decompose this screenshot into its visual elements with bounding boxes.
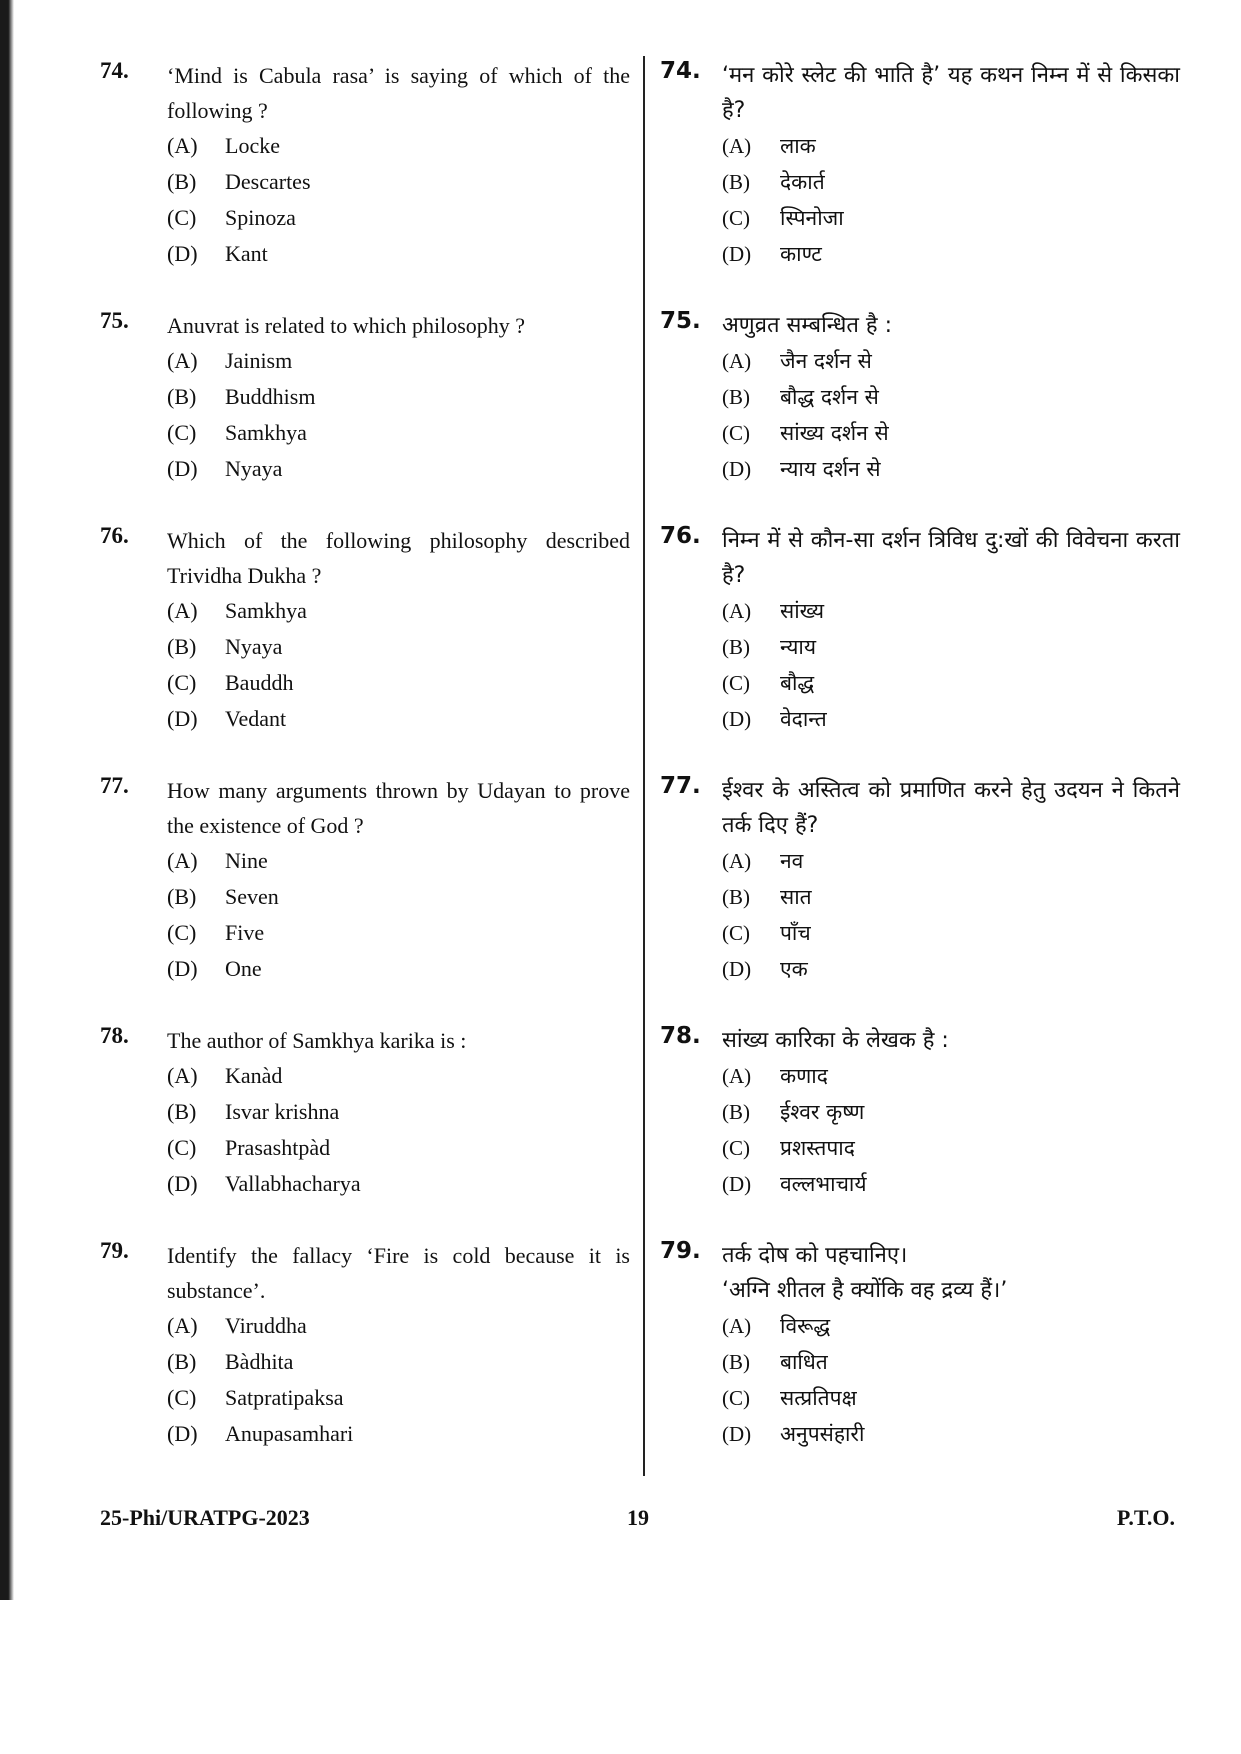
question-text: ईश्वर के अस्तित्व को प्रमाणित करने हेतु उदयन ने कितने तर्क दिए हैं?: [722, 778, 1180, 838]
pto-label: P.T.O.: [1116, 1505, 1175, 1530]
question-number: 78.: [660, 1023, 701, 1049]
question-77: [660, 773, 1180, 987]
options-list: [722, 1308, 1180, 1452]
option-text: Descartes: [225, 169, 311, 194]
question-76: [100, 523, 630, 737]
option-item: [167, 451, 630, 487]
question-text: तर्क दोष को पहचानिए। ‘अग्नि शीतल है क्योंकि वह द्रव्य हैं।’: [722, 1243, 1008, 1303]
option-item: [167, 128, 630, 164]
option-label: (B): [167, 384, 197, 409]
option-item: [167, 915, 630, 951]
question-number: 77.: [660, 773, 701, 799]
question-79: [100, 1238, 630, 1452]
option-text: Five: [225, 920, 265, 945]
option-text: Nine: [225, 848, 268, 873]
option-item: [167, 200, 630, 236]
option-label: (B): [722, 170, 750, 194]
options-list: [167, 1308, 630, 1452]
question-74: [660, 58, 1180, 272]
option-text: Kant: [225, 241, 268, 266]
option-item: [167, 343, 630, 379]
option-text: काण्ट: [780, 242, 822, 266]
option-label: (C): [722, 206, 750, 230]
option-label: (B): [722, 885, 750, 909]
question-text: ‘Mind is Cabula rasa’ is saying of which of the following ?: [167, 63, 630, 123]
question-number: 79.: [100, 1238, 129, 1263]
option-text: देकार्त: [780, 170, 825, 194]
question-text: सांख्य कारिका के लेखक है :: [722, 1028, 949, 1053]
option-label: (D): [722, 707, 752, 731]
option-text: सत्प्रतिपक्ष: [780, 1386, 857, 1410]
question-text: ‘मन कोरे स्लेट की भाति है’ यह कथन निम्न में से किसका है?: [722, 63, 1180, 123]
option-label: (B): [722, 385, 750, 409]
option-label: (B): [167, 1349, 197, 1374]
option-label: (A): [722, 849, 752, 873]
option-text: Nyaya: [225, 456, 283, 481]
option-text: सात: [780, 885, 812, 909]
option-item: [167, 951, 630, 987]
option-label: (D): [167, 241, 198, 266]
option-label: (A): [167, 1063, 198, 1088]
option-label: (B): [722, 1100, 750, 1124]
options-list: [167, 593, 630, 737]
option-text: सांख्य दर्शन से: [780, 421, 889, 445]
option-item: [722, 1416, 1180, 1452]
option-text: सांख्य: [780, 599, 825, 623]
option-label: (D): [167, 456, 198, 481]
option-text: नव: [780, 849, 804, 873]
option-label: (B): [167, 884, 197, 909]
question-text: Which of the following philosophy described Trividha Dukha ?: [167, 528, 630, 588]
options-list: [722, 1058, 1180, 1202]
option-item: [722, 915, 1180, 951]
option-item: [722, 451, 1180, 487]
question-75: [100, 308, 630, 487]
question-number: 79.: [660, 1238, 701, 1264]
options-list: [722, 128, 1180, 272]
option-item: [167, 593, 630, 629]
option-item: [722, 200, 1180, 236]
option-text: Prasashtpàd: [225, 1135, 331, 1160]
page-number: 19: [627, 1505, 649, 1530]
option-item: [722, 1130, 1180, 1166]
option-label: (C): [722, 671, 750, 695]
option-item: [722, 128, 1180, 164]
option-text: Bàdhita: [225, 1349, 294, 1374]
paper-code: 25-Phi/URATPG-2023: [100, 1505, 310, 1530]
option-item: [167, 1058, 630, 1094]
option-item: [722, 843, 1180, 879]
option-label: (A): [722, 1064, 752, 1088]
option-text: पाँच: [780, 921, 811, 945]
option-text: Samkhya: [225, 420, 307, 445]
question-number: 75.: [660, 308, 701, 334]
options-list: [167, 343, 630, 487]
option-label: (D): [722, 1172, 752, 1196]
option-label: (D): [722, 957, 752, 981]
option-label: (A): [167, 598, 198, 623]
option-text: Vedant: [225, 706, 287, 731]
option-text: Spinoza: [225, 205, 296, 230]
question-text: निम्न में से कौन-सा दर्शन त्रिविध दु:खों की विवेचना करता है?: [722, 528, 1180, 588]
option-item: [167, 164, 630, 200]
option-text: वल्लभाचार्य: [780, 1172, 867, 1196]
question-number: 76.: [100, 523, 129, 548]
option-item: [167, 665, 630, 701]
option-text: जैन दर्शन से: [780, 349, 872, 373]
question-79: [660, 1238, 1180, 1452]
option-text: Vallabhacharya: [225, 1171, 361, 1196]
option-item: [167, 843, 630, 879]
question-number: 77.: [100, 773, 129, 798]
option-label: (C): [167, 670, 197, 695]
option-label: (C): [722, 1386, 750, 1410]
option-item: [722, 593, 1180, 629]
option-item: [167, 879, 630, 915]
option-text: One: [225, 956, 262, 981]
option-text: बौद्ध दर्शन से: [780, 385, 879, 409]
options-list: [722, 343, 1180, 487]
option-item: [722, 164, 1180, 200]
option-item: [722, 1380, 1180, 1416]
option-text: Samkhya: [225, 598, 307, 623]
option-item: [722, 415, 1180, 451]
option-item: [722, 665, 1180, 701]
option-label: (A): [167, 1313, 198, 1338]
option-item: [722, 701, 1180, 737]
option-text: विरूद्ध: [780, 1314, 831, 1338]
question-number: 74.: [660, 58, 701, 84]
option-text: Seven: [225, 884, 279, 909]
option-label: (C): [722, 921, 750, 945]
question-text: Identify the fallacy ‘Fire is cold because it is substance’.: [167, 1243, 630, 1303]
option-text: Nyaya: [225, 634, 283, 659]
option-text: वेदान्त: [780, 707, 827, 731]
option-text: बौद्ध: [780, 671, 815, 695]
option-text: Buddhism: [225, 384, 316, 409]
option-item: [167, 1416, 630, 1452]
options-list: [167, 843, 630, 987]
option-text: Viruddha: [225, 1313, 307, 1338]
option-text: स्पिनोजा: [780, 206, 844, 230]
question-78: [100, 1023, 630, 1202]
option-item: [722, 951, 1180, 987]
option-label: (C): [167, 205, 197, 230]
option-label: (D): [167, 1421, 198, 1446]
option-label: (C): [167, 1385, 197, 1410]
option-text: लाक: [780, 134, 816, 158]
option-label: (A): [167, 133, 198, 158]
option-item: [167, 415, 630, 451]
option-text: एक: [780, 957, 808, 981]
option-label: (A): [722, 1314, 752, 1338]
question-78: [660, 1023, 1180, 1202]
option-label: (C): [167, 920, 197, 945]
option-text: Anupasamhari: [225, 1421, 354, 1446]
option-item: [167, 1166, 630, 1202]
options-list: [722, 843, 1180, 987]
option-text: Jainism: [225, 348, 293, 373]
option-text: Satpratipaksa: [225, 1385, 344, 1410]
option-label: (A): [167, 348, 198, 373]
question-77: [100, 773, 630, 987]
scan-edge-shadow: [0, 0, 14, 1600]
option-label: (A): [722, 349, 752, 373]
question-number: 75.: [100, 308, 129, 333]
option-text: Bauddh: [225, 670, 294, 695]
column-divider: [643, 56, 645, 1476]
option-text: कणाद: [780, 1064, 828, 1088]
options-list: [167, 128, 630, 272]
option-item: [167, 1094, 630, 1130]
option-label: (D): [722, 242, 752, 266]
option-item: [722, 236, 1180, 272]
option-text: प्रशस्तपाद: [780, 1136, 855, 1160]
option-item: [167, 701, 630, 737]
option-label: (C): [167, 1135, 197, 1160]
option-label: (D): [722, 1422, 752, 1446]
option-item: [167, 1308, 630, 1344]
option-text: Kanàd: [225, 1063, 283, 1088]
option-text: ईश्वर कृष्ण: [780, 1100, 865, 1124]
question-number: 76.: [660, 523, 701, 549]
option-text: न्याय दर्शन से: [780, 457, 881, 481]
option-text: न्याय: [780, 635, 816, 659]
option-item: [167, 1130, 630, 1166]
option-label: (D): [167, 706, 198, 731]
option-item: [722, 1094, 1180, 1130]
option-label: (C): [722, 1136, 750, 1160]
option-text: Isvar krishna: [225, 1099, 340, 1124]
option-item: [722, 879, 1180, 915]
option-item: [722, 343, 1180, 379]
question-74: [100, 58, 630, 272]
option-label: (B): [167, 169, 197, 194]
question-75: [660, 308, 1180, 487]
options-list: [722, 593, 1180, 737]
option-item: [167, 1380, 630, 1416]
option-item: [722, 629, 1180, 665]
option-item: [722, 1344, 1180, 1380]
option-item: [167, 379, 630, 415]
option-label: (A): [167, 848, 198, 873]
option-text: बाधित: [780, 1350, 828, 1374]
option-item: [722, 1058, 1180, 1094]
question-text: अणुव्रत सम्बन्धित है :: [722, 313, 893, 338]
option-label: (A): [722, 599, 752, 623]
question-text: Anuvrat is related to which philosophy ?: [167, 313, 526, 338]
option-label: (B): [722, 635, 750, 659]
question-76: [660, 523, 1180, 737]
option-label: (B): [722, 1350, 750, 1374]
option-item: [722, 1166, 1180, 1202]
option-item: [722, 379, 1180, 415]
option-label: (D): [167, 1171, 198, 1196]
options-list: [167, 1058, 630, 1202]
question-number: 74.: [100, 58, 129, 83]
option-text: अनुपसंहारी: [780, 1422, 865, 1446]
option-label: (D): [167, 956, 198, 981]
option-label: (B): [167, 1099, 197, 1124]
option-item: [167, 629, 630, 665]
option-label: (A): [722, 134, 752, 158]
option-text: Locke: [225, 133, 280, 158]
question-text: How many arguments thrown by Udayan to prove the existence of God ?: [167, 778, 630, 838]
option-item: [722, 1308, 1180, 1344]
option-item: [167, 1344, 630, 1380]
option-label: (B): [167, 634, 197, 659]
question-text: The author of Samkhya karika is :: [167, 1028, 467, 1053]
question-number: 78.: [100, 1023, 129, 1048]
hindi-column: [660, 58, 1180, 1488]
option-label: (C): [167, 420, 197, 445]
option-item: [167, 236, 630, 272]
english-column: [100, 58, 630, 1488]
option-label: (C): [722, 421, 750, 445]
option-label: (D): [722, 457, 752, 481]
